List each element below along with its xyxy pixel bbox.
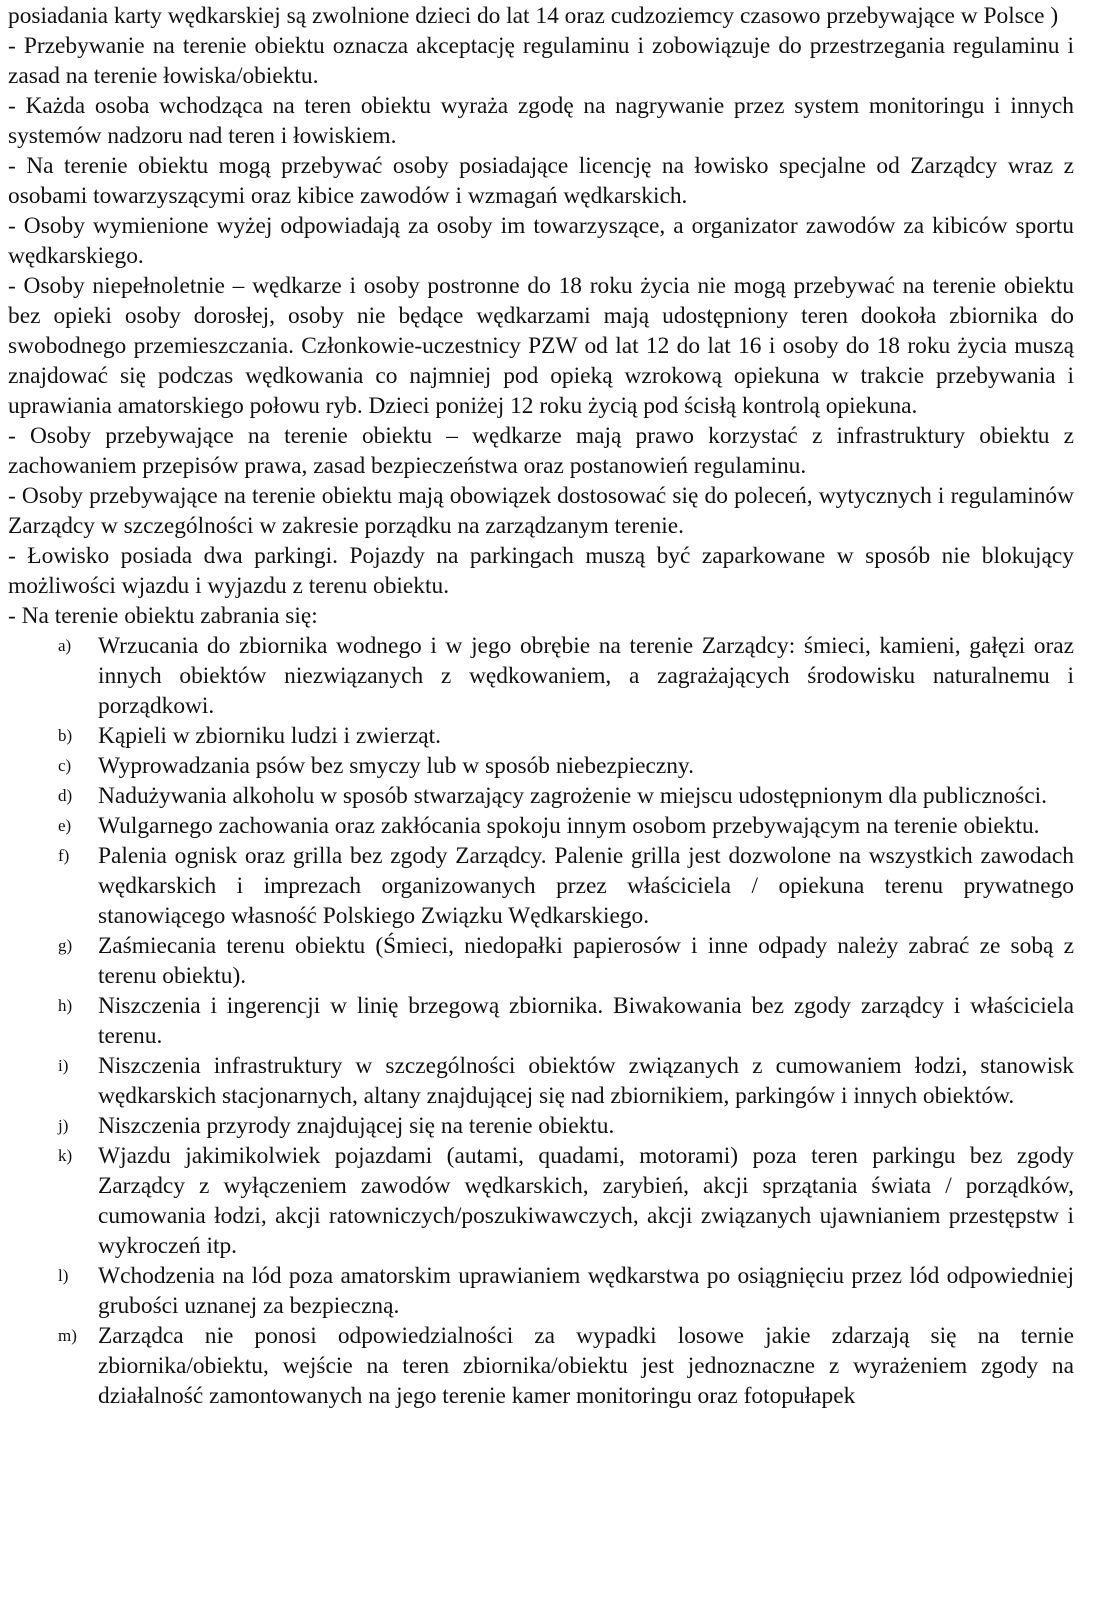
list-marker: k): [58, 1146, 73, 1165]
paragraph-infrastructure-use: - Osoby przebywające na terenie obiektu – wędkarze mają prawo korzystać z infrastruktury obiektu z zachowaniem przepisów prawa, zasad bezpieczeństwa oraz postanowień regulaminu.: [8, 423, 1074, 479]
list-item: [8, 631, 1074, 721]
list-marker: f): [58, 846, 70, 865]
list-item-text: Wyprowadzania psów bez smyczy lub w sposób niebezpieczny.: [98, 753, 694, 779]
list-item: [8, 1261, 1074, 1321]
list-item: [8, 1111, 1074, 1141]
list-item-text: Niszczenia infrastruktury w szczególności obiektów związanych z cumowaniem łodzi, stanowisk wędkarskich stacjonarnych, altany znajdującej się nad zbiornikiem, parkingów i innych obiektów.: [98, 1053, 1074, 1109]
list-item-text: Wchodzenia na lód poza amatorskim uprawianiem wędkarstwa po osiągnięciu przez lód odpowiedniej grubości uznanej za bezpieczną.: [98, 1263, 1074, 1319]
list-item: [8, 1051, 1074, 1111]
list-item: [8, 841, 1074, 931]
paragraph-obligations: - Osoby przebywające na terenie obiektu mają obowiązek dostosować się do poleceń, wytycznych i regulaminów Zarządcy w szczególności w zakresie porządku na zarządzanym terenie.: [8, 483, 1074, 539]
list-item: [8, 1321, 1074, 1411]
paragraph-rules-acceptance: - Przebywanie na terenie obiektu oznacza akceptację regulaminu i zobowiązuje do przestrzegania regulaminu i zasad na terenie łowiska/obiektu.: [8, 33, 1074, 89]
paragraph-parking: - Łowisko posiada dwa parkingi. Pojazdy na parkingach muszą być zaparkowane w sposób nie blokujący możliwości wjazdu i wyjazdu z terenu obiektu.: [8, 543, 1074, 599]
list-marker: e): [58, 816, 72, 835]
list-item: [8, 1141, 1074, 1261]
list-marker: l): [58, 1266, 69, 1285]
paragraph-prohibitions-intro: - Na terenie obiektu zabrania się:: [8, 603, 318, 629]
list-marker: j): [58, 1116, 69, 1135]
list-item-text: Wulgarnego zachowania oraz zakłócania spokoju innym osobom przebywającym na terenie obiektu.: [98, 813, 1040, 839]
list-item-text: Zaśmiecania terenu obiektu (Śmieci, niedopałki papierosów i inne odpady należy zabrać ze sobą z terenu obiektu).: [98, 933, 1074, 989]
list-item: [8, 781, 1074, 811]
paragraph-responsibility: - Osoby wymienione wyżej odpowiadają za osoby im towarzyszące, a organizator zawodów za kibiców sportu wędkarskiego.: [8, 213, 1074, 269]
list-item: [8, 991, 1074, 1051]
document-page: [8, 1, 1074, 1411]
list-item: [8, 931, 1074, 991]
list-marker: m): [58, 1326, 77, 1345]
list-marker: c): [58, 756, 72, 775]
list-item-text: Wrzucania do zbiornika wodnego i w jego obrębie na terenie Zarządcy: śmieci, kamieni, gałęzi oraz innych obiektów niezwiązanych z wędkowaniem, a zagrażających środowisku naturalnemu i porządkowi.: [98, 633, 1074, 719]
list-marker: a): [58, 636, 72, 655]
list-marker: b): [58, 726, 73, 745]
list-item-text: Wjazdu jakimikolwiek pojazdami (autami, quadami, motorami) poza teren parkingu bez zgody Zarządcy z wyłączeniem zawodów wędkarskich, zarybień, akcji sprzątania świata / porządków, cumowania łodzi, akcji ratowniczych/poszukiwawczych, akcji związanych ujawnianiem przestępstw i wykroczeń itp.: [98, 1143, 1074, 1259]
prohibitions-list: [8, 631, 1074, 1411]
paragraph-license-holders: - Na terenie obiektu mogą przebywać osoby posiadające licencję na łowisko specjalne od Zarządcy wraz z osobami towarzyszącymi oraz kibice zawodów i wzmagań wędkarskich.: [8, 153, 1074, 209]
list-item: [8, 751, 1074, 781]
list-marker: d): [58, 786, 73, 805]
paragraph-minors: - Osoby niepełnoletnie – wędkarze i osoby postronne do 18 roku życia nie mogą przebywać na terenie obiektu bez opieki osoby dorosłej, osoby nie będące wędkarzami mają udostępniony teren dookoła zbiornika do swobodnego przemieszczania. Członkowie-uczestnicy PZW od lat 12 do lat 16 i osoby do 18 roku życia muszą znajdować się podczas wędkowania co najmniej pod opieką wzrokową opiekuna w trakcie przebywania i uprawiania amatorskiego połowu ryb. Dzieci poniżej 12 roku życią pod ścisłą kontrolą opiekuna.: [8, 273, 1074, 419]
list-item-text: Niszczenia i ingerencji w linię brzegową zbiornika. Biwakowania bez zgody zarządcy i właściciela terenu.: [98, 993, 1074, 1049]
paragraph-monitoring-consent: - Każda osoba wchodząca na teren obiektu wyraża zgodę na nagrywanie przez system monitoringu i innych systemów nadzoru nad teren i łowiskiem.: [8, 93, 1074, 149]
list-item: [8, 811, 1074, 841]
list-item-text: Kąpieli w zbiorniku ludzi i zwierząt.: [98, 723, 441, 749]
list-item-text: Nadużywania alkoholu w sposób stwarzający zagrożenie w miejscu udostępnionym dla publiczności.: [98, 783, 1047, 809]
list-item: [8, 721, 1074, 751]
paragraph-card-exemption: posiadania karty wędkarskiej są zwolnione dzieci do lat 14 oraz cudzoziemcy czasowo przebywające w Polsce ): [8, 3, 1059, 29]
list-marker: g): [58, 936, 73, 955]
list-item-text: Palenia ognisk oraz grilla bez zgody Zarządcy. Palenie grilla jest dozwolone na wszystkich zawodach wędkarskich i imprezach organizowanych przez właściciela / opiekuna terenu prywatnego stanowiącego własność Polskiego Związku Wędkarskiego.: [98, 843, 1074, 929]
list-item-text: Niszczenia przyrody znajdującej się na terenie obiektu.: [98, 1113, 615, 1139]
list-item-text: Zarządca nie ponosi odpowiedzialności za wypadki losowe jakie zdarzają się na ternie zbiornika/obiektu, wejście na teren zbiornika/obiektu jest jednoznaczne z wyrażeniem zgody na działalność zamontowanych na jego terenie kamer monitoringu oraz fotopułapek: [98, 1323, 1074, 1409]
list-marker: i): [58, 1056, 69, 1075]
list-marker: h): [58, 996, 73, 1015]
